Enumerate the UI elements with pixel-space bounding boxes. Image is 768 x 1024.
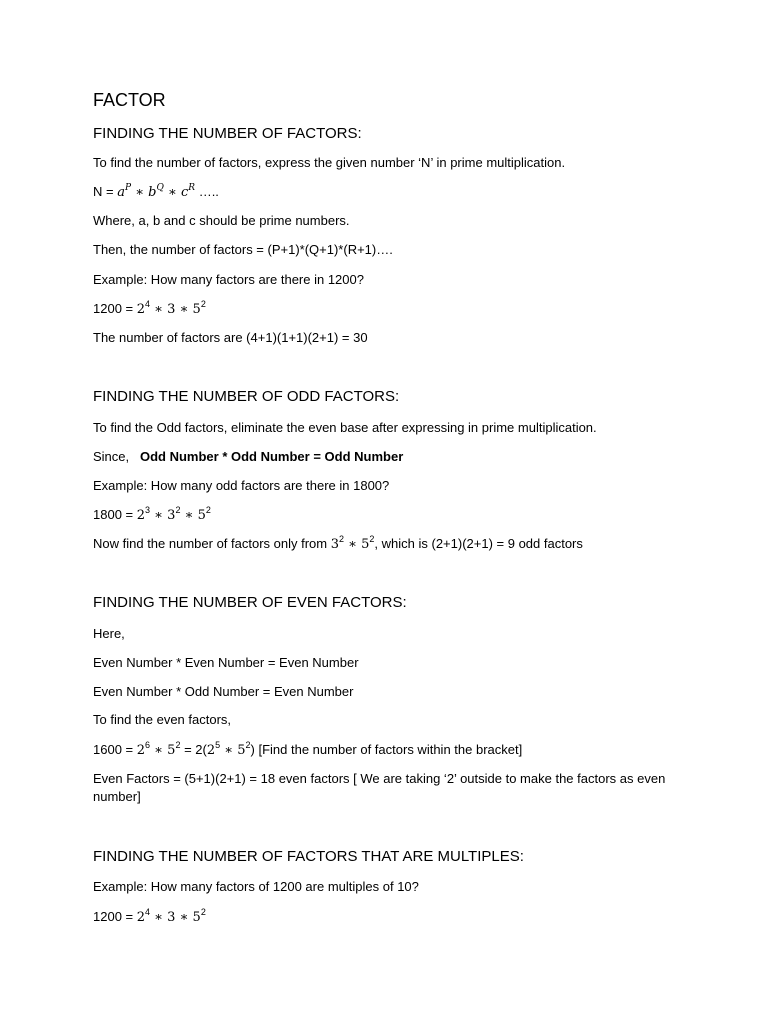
formula-1200: $1200 = 2^4$ ∗ 3 ∗ $5^2$	[93, 299, 206, 317]
paragraph: Here,	[93, 626, 125, 641]
paragraph: The number of factors are (4+1)(1+1)(2+1) = 30	[93, 330, 368, 345]
paragraph: Now find the number of factors only from $3^2$ ∗ $5^2$, which is (2+1)(2+1) = 9 odd factors	[93, 534, 583, 552]
formula-1600: $1600 = 2^6$ ∗ $5^2 = 2(2^5$ ∗ $5^2$) [Find the number of factors within the bracket]	[93, 740, 523, 758]
paragraph: Even Number * Odd Number = Even Number	[93, 684, 354, 699]
section-heading-number-of-factors: FINDING THE NUMBER OF FACTORS:	[93, 125, 362, 142]
paragraph: Even Factors = (5+1)(2+1) = 18 even factors [ We are taking ‘2’ outside to make the factors as even number]	[93, 771, 666, 804]
page-title: FACTOR	[93, 90, 166, 110]
odd-rule: Since, Odd Number * Odd Number = Odd Number	[93, 449, 404, 464]
paragraph: Example: How many odd factors are there in 1800?	[93, 478, 390, 493]
paragraph: Example: How many factors of 1200 are multiples of 10?	[93, 879, 419, 894]
paragraph: Then, the number of factors = (P+1)*(Q+1)*(R+1)….	[93, 242, 393, 257]
formula-n: $N = a^P$ ∗ $b^Q$ ∗ $c^R$ …..	[93, 183, 219, 200]
section-heading-even-factors: FINDING THE NUMBER OF EVEN FACTORS:	[93, 594, 407, 611]
paragraph: To find the number of factors, express the given number ‘N’ in prime multiplication.	[93, 155, 566, 170]
section-heading-multiples: FINDING THE NUMBER OF FACTORS THAT ARE MULTIPLES:	[93, 848, 524, 865]
formula-1800: $1800 = 2^3$ ∗ $3^2$ ∗ $5^2$	[93, 505, 211, 523]
paragraph: To find the Odd factors, eliminate the even base after expressing in prime multiplication.	[93, 420, 597, 435]
formula-1200-multiples: $1200 = 2^4$ ∗ 3 ∗ $5^2$	[93, 907, 206, 925]
paragraph: To find the even factors,	[93, 712, 232, 727]
paragraph: Where, a, b and c should be prime numbers.	[93, 213, 350, 228]
paragraph: Example: How many factors are there in 1200?	[93, 272, 364, 287]
section-heading-odd-factors: FINDING THE NUMBER OF ODD FACTORS:	[93, 388, 400, 405]
paragraph: Even Number * Even Number = Even Number	[93, 655, 359, 670]
